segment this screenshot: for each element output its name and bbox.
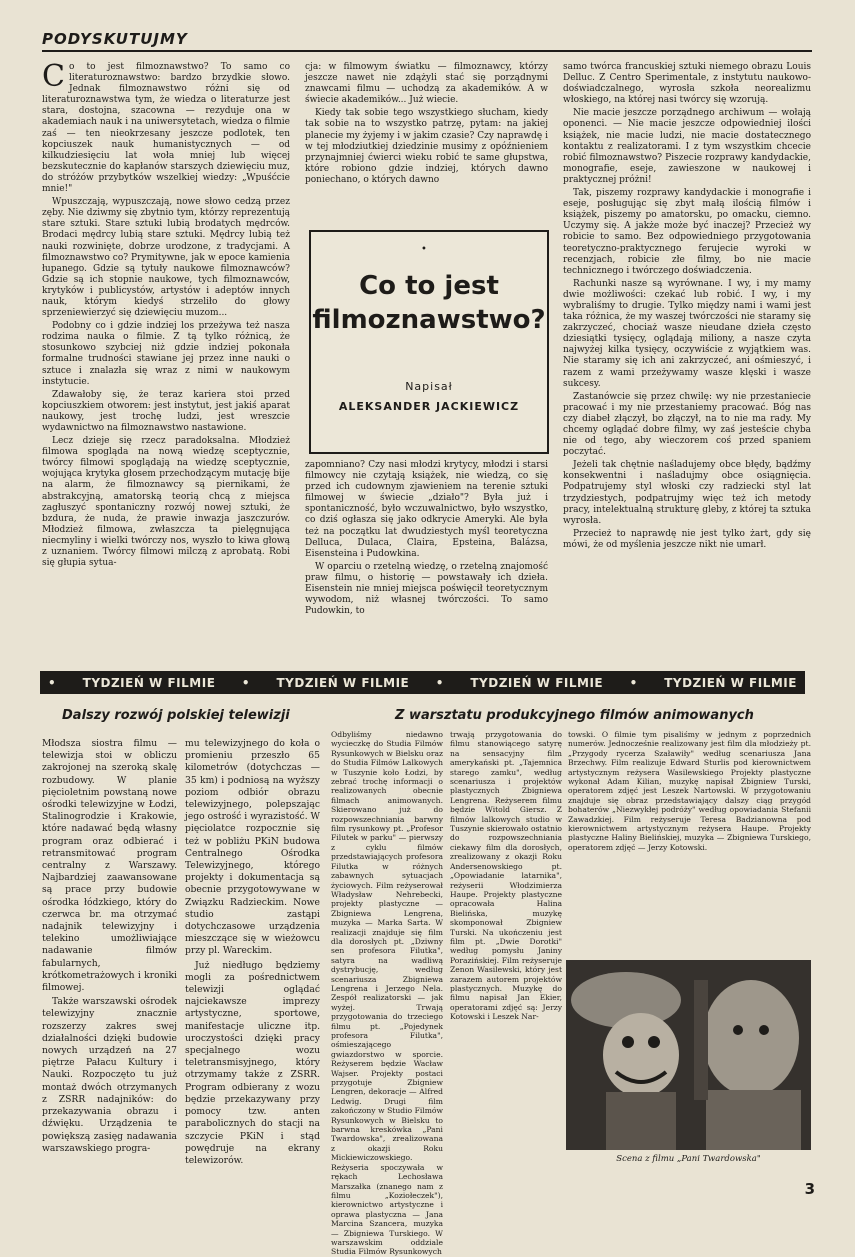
banner-label: TYDZIEŃ W FILMIE <box>276 675 410 690</box>
film-still-image <box>566 960 811 1150</box>
article-paragraph: Rachunki nasze są wyrównane. I wy, i my mamy dwie możliwości: czekać lub robić. I wy, i my wybraliśmy to drugie. Tylko między nami i wami jest taka różnica, że my waszej twórczości nie staramy się zakrzyczeć, chociaż wasze nieudane dzieła często dziesiątki tysięcy, oglądają miliony, a nasze czyta najwyżej kilka tysięcy, oczywiście z wyjątkiem was. Nie staramy się ich ani zakrzyczeć, ani ośmieszyć, i razem z wami przeżywamy wasze klęski i wasze sukcesy. <box>563 278 811 389</box>
section-header: PODYSKUTUJMY <box>42 30 188 48</box>
article-paragraph: Wpuszczają, wypuszczają, nowe słowo cedzą przez zęby. Nie dziwmy się zbytnio tym, którzy reprezentują stare sztuki. Stare sztuki lubią brodatych mędrców. Brodaci mędrcy lubią stare sztuki. Mędrcy lubią też nauki rozwinięte, dobrze urodzone, z tradycjami. A filmoznawstwo co? Prymitywne, jak w epoce kamienia łupanego. Gdzie są tytuły naukowe filmoznawców? Gdzie są ich stopnie naukowe, tych filmoznawców, krytyków i publicystów, artystów i adeptów innych nauk, którym kiedyś strzeliło do głowy sprzeniewierzyć się dziewięciu muzom... <box>42 197 290 319</box>
tv-paragraph: mu telewizyjnego do koła o promieniu przeszło 65 kilometrów (dotychczas — 35 km) i podniosą na wyższy poziom odbiór obrazu telewizyjnego, polepszając jego ostrość i wyrazistość. W pięciolatce rozpocznie się też w pobliżu PKiN budowa Centralnego Ośrodka Telewizyjnego, którego projekty i dokumentacja są obecnie przygotowywane w Związku Radzieckim. Nowe studio zastąpi dotychczasowe urządzenia mieszczące się w wieżowcu przy pl. Wareckim. <box>185 738 320 957</box>
article-paragraph: Nie macie jeszcze porządnego archiwum — wołają oponenci. — Nie macie jeszcze odpowiedniej ilości książek, nie macie ludzi, nie macie dostatecznego kontaktu z realizatorami. I z tym wszystkim chcecie robić filmoznawstwo? Piszecie rozprawy kandydackie, monografie, eseje, zawieszone w naukowej i praktycznej próżni! <box>563 108 811 185</box>
page-number: 3 <box>804 1180 815 1198</box>
byline-label: Napisał <box>405 380 453 393</box>
article-paragraph: Zastanówcie się przez chwilę: wy nie przestaniecie pracować i my nie przestaniemy pracować. Bóg nas czy diabeł złączył, bo złączył, na to nie ma rady. My chcemy oglądać dobre filmy, wy zaś jesteście chyba nie od tego, aby wieczorem coś przed spaniem poczytać. <box>563 391 811 458</box>
animation-column-1 <box>331 730 443 1257</box>
article-title-box <box>309 230 549 454</box>
article-paragraph: Jeżeli tak chętnie naśladujemy obce błędy, bądźmy konsekwentni i naśladujmy obce osiągnięcia. Podpatrujemy styl włoski czy radziecki styl lat trzydziestych, podpatrujmy więc też ich metody pracy, intelektualną strukturę gleby, z której ta sztuka wyrosła. <box>563 460 811 526</box>
article-column-2-top <box>305 62 548 222</box>
author-name: ALEKSANDER JACKIEWICZ <box>338 400 520 413</box>
banner-label: TYDZIEŃ W FILMIE <box>82 675 216 690</box>
tv-column-1 <box>42 738 177 1168</box>
header-rule <box>42 50 812 52</box>
animation-paragraph: Odbyliśmy niedawno wycieczkę do Studia Filmów Rysunkowych w Bielsku oraz do Studia Filmów Lalkowych w Tuszynie koło Łodzi, by zebrać trochę informacji o realizowanych obecnie filmach animowanych. Skierowano już do rozpowszechniania barwny film rysunkowy pt. „Profesor Filutek w parku" — pierwszy z cyklu filmów przedstawiających profesora Filutka w różnych zabawnych sytuacjach życiowych. Film reżyserował Władysław Nehrebecki, projekty plastyczne — Zbigniewa Lengrena, muzyka — Marka Sarta. W realizacji znajduje się film dla dorosłych pt. „Dziwny sen profesora Filutka", satyra na wadliwą dystrybucję, według scenariusza Zbigniewa Lengrena i Jerzego Nela. Zespół realizatorski — jak wyżej. Trwają przygotowania do trzeciego filmu pt. „Pojedynek profesora Filutka", ośmieszającego gwiazdorstwo w sporcie. Reżyserem będzie Wacław Wajser. Projekty postaci przygotuje Zbigniew Lengren, dekoracje — Alfred Ledwig. Drugi film zakończony w Studio Filmów Rysunkowych w Bielsku to barwna kreskówka „Pani Twardowska", zrealizowana z okazji Roku Mickiewiczowskiego. Reżyseria spoczywała w rękach Lechosława Marszałka (znanego nam z filmu „Koziołeczek"), kierownictwo artystyczne i oprawa plastyczna — Jana Marcina Szancera, muzyka — Zbigniewa Turskiego. W warszawskim oddziale Studia Filmów Rysunkowych <box>331 730 443 1257</box>
animation-column-3 <box>568 730 811 955</box>
article-paragraph: samo twórca francuskiej sztuki niemego obrazu Louis Delluc. Z Centro Sperimentale, z instytutu naukowo-doświadczalnego, wyrosła szkoła neorealizmu włoskiego, na której nasi twórcy się wzorują. <box>563 62 811 106</box>
article-title-line-2: filmoznawstwo? <box>312 305 546 335</box>
article-paragraph: zapomniano? Czy nasi młodzi krytycy, młodzi i starsi filmowcy nie czytają książek, nie wiedzą, co się przed ich cudownym zjawieniem na terenie sztuki filmowej w świecie „działo"? Była już i spontaniczność, było wczuwalnictwo, było wszystko, co dziś ogłasza się jako odkrycie Ameryki. Ale była też na początku lat dwudziestych myśl teoretyczna Delluca, Dulaca, Claira, Epsteina, Balázsa, Eisensteina i Pudowkina. <box>305 460 548 559</box>
tv-headline: Dalszy rozwój polskiej telewizji <box>62 708 290 723</box>
tv-paragraph: Młodsza siostra filmu — telewizja stoi w obliczu zakrojonej na szeroką skalę rozbudowy. W planie pięcioletnim powstaną nowe ośrodki telewizyjne w Łodzi, Stalinogrodzie i Krakowie, które nadawać będą własny program oraz odbierać i retransmitować program centralny z Warszawy. Najbardziej zaawansowane są prace przy budowie ośrodka łódzkiego, który do czerwca br. ma otrzymać nadajnik telewizyjny i telekino umożliwiające nadawanie filmów fabularnych, krótkometrażowych i kroniki filmowej. <box>42 738 177 994</box>
article-paragraph: Podobny co i gdzie indziej los przeżywa też nasza rodzima nauka o filmie. Z tą tylko różnicą, że stosunkowo szybciej niż gdzie indziej pokonała formalne trudności stawiane jej przez inne nauki o sztuce i znalazła się wraz z nimi w naukowym instytucie. <box>42 321 290 387</box>
article-paragraph: Przecież to naprawdę nie jest tylko żart, gdy się mówi, że od myślenia jeszcze nikt nie umarł. <box>563 528 811 550</box>
article-paragraph: Tak, piszemy rozprawy kandydackie i monografie i eseje, posługując się zbyt małą ilością filmów i książek, piszemy po amatorsku, po omacku, ciemno. Uczymy się. A jakże może być inaczej? Przecież wy robicie to samo. Bez odpowiedniego przygotowania teoretyczno-praktycznego ferujecie wyroki w recenzjach, robicie złe filmy, bo nie macie technicznego i twórczego doświadczenia. <box>563 188 811 276</box>
tv-paragraph: Także warszawski ośrodek telewizyjny znacznie rozszerzy zakres swej działalności dzięki budowie nowych urządzeń na 27 piętrze Pałacu Kultury i Nauki. Rozpoczęto tu już montaż dwóch otrzymanych z ZSRR nadajników: do przekazywania obrazu i dźwięku. Urządzenia te powiększą zasięg nadawania warszawskiego progra- <box>42 996 177 1154</box>
banner-bullet: • <box>435 675 444 690</box>
banner-bullet: • <box>48 675 57 690</box>
film-still-illustration <box>566 960 811 1150</box>
banner-bullet: • <box>241 675 251 690</box>
article-paragraph: Lecz dzieje się rzecz paradoksalna. Młodzież filmowa spogląda na nową wiedzę sceptycznie, twórcy filmowi spoglądają na wiedzę sceptycznie, wojująca krytyka głosem przechodzącym mutację bije na alarm, że filmoznawcy są piernikami, że abstrakcyjną, amatorską teorią chcą z miejsca zagłuszyć spontaniczny rozwój nowej sztuki, że bzdura, że nuda, że prawie inwazja jaszczurów. Młodzież filmowa, zwłaszcza ta pielęgnująca niecmyliny i wielki twórczy nos, wyszło to kiwa głową z uznaniem. Twórcy filmowi milczą z aprobatą. Robi się głupia sytua- <box>42 436 290 569</box>
tv-column-2 <box>185 738 320 1168</box>
banner-label: TYDZIEŃ W FILMIE <box>664 675 797 690</box>
animation-paragraph: trwają przygotowania do filmu stanowiącego satyrę na sensacyjny film amerykański pt. „Tajemnica starego zamku", według scenariusza i projektów plastycznych Zbigniewa Lengrena. Reżyserem filmu będzie Witold Giersz. Z filmów lalkowych studio w Tuszynie skierowało ostatnio do rozpowszechniania ciekawy film dla dorosłych, zrealizowany z okazji Roku Andersenowskiego pt. „Opowiadanie latarnika", reżyserii Włodzimierza Haupe. Projekty plastyczne opracowała Halina Bielińska, muzykę skomponował Zbigniew Turski. Na ukończeniu jest film pt. „Dwie Dorotki" według pomysłu Janiny Porazińskiej. Film reżyseruje Zenon Wasilewski, który jest zarazem autorem projektów plastycznych. Muzykę do filmu napisał Jan Ekier, operatorami zdjęć są: Jerzy Kotowski i Leszek Nar- <box>450 730 562 1022</box>
animation-headline: Z warsztatu produkcyjnego filmów animowanych <box>395 708 754 723</box>
drop-cap: C <box>42 59 65 94</box>
article-column-3 <box>563 62 811 667</box>
animation-column-2 <box>450 730 562 1022</box>
article-paragraph: o to jest filmoznawstwo? To samo co literaturoznawstwo: bardzo brzydkie słowo. Jednak filmoznawstwo różni się od literaturoznawstwa tym, że wiedza o literaturze jest stara, dostojna, szacowna — rezyduje ona w akademiach nauk i na uniwersytetach, wiedza o filmie zaś — ten nieokrzesany jeszcze podlotek, ten kopciuszek nauk humanistycznych — od kilkudziesięciu lat woła mniej lub więcej bezskutecznie do kapłanów starszych dziewięciu muz, do stróżów przybytków wszelkiej wiedzy: „Wpuśćcie mnie!" <box>42 62 290 195</box>
tv-paragraph: Już niedługo będziemy mogli za pośrednictwem telewizji oglądać najciekawsze imprezy artystyczne, sportowe, manifestacje uliczne itp. uroczystości dzięki pracy specjalnego wozu teletransmisyjnego, który otrzymamy także z ZSRR. Program odbierany z wozu będzie przekazywany przy pomocy tzw. anten parabolicznych do stacji na szczycie PKiN i stąd powędruje na ekrany telewizorów. <box>185 959 320 1166</box>
bullet-dot: • <box>421 244 427 255</box>
animation-paragraph: towski. O filmie tym pisaliśmy w jednym z poprzednich numerów. Jednocześnie realizowany jest film dla młodzieży pt. „Przygody rycerza Szaławiły" według scenariusza Jana Brzechwy. Film realizuje Edward Sturlis pod kierownictwem artystycznym reżysera Wasilewskiego Projekty plastyczne wykonał Adam Kilian, muzykę napisał Zbigniew Turski, operatorem zdjęć jest Leszek Nartowski. W przygotowaniu znajduje się obraz przedstawiający dalszy ciąg przygód bohaterów „Niezwykłej podróży" według opowiadania Stefanii Zawadzkiej. Film reżyseruje Teresa Badzianowna pod kierownictwem artystycznym reżysera Haupe. Projekty plastyczne Haliny Bielińskiej, muzyka — Zbigniewa Turskiego, operatorem zdjęć — Jerzy Kotowski. <box>568 730 811 852</box>
banner-label: TYDZIEŃ W FILMIE <box>470 675 604 690</box>
banner-bullet: • <box>629 675 638 690</box>
section-banner <box>40 671 805 694</box>
article-column-2-bottom <box>305 460 548 667</box>
article-paragraph: cja: w filmowym światku — filmoznawcy, którzy jeszcze nawet nie zdążyli stać się porządnymi znawcami filmu — uchodzą za akademików. A w świecie akademików... Już wiecie. <box>305 62 548 106</box>
article-column-1 <box>42 59 290 667</box>
photo-caption: Scena z filmu „Pani Twardowska" <box>616 1154 761 1164</box>
article-title-line-1: Co to jest <box>359 271 499 301</box>
article-paragraph: Kiedy tak sobie tego wszystkiego słucham, kiedy tak sobie na to wszystko patrzę, pytam: na jakiej planecie my żyjemy i w jakim czasie? Czy naprawdę i w tej młodziutkiej dziedzinie musimy z opóźnieniem przynajmniej ćwierci wieku robić te same głupstwa, które robiono gdzie indziej, których dawno poniechano, o których dawno <box>305 108 548 185</box>
article-paragraph: Zdawałoby się, że teraz kariera stoi przed kopciuszkiem otworem: jest instytut, jest jakiś aparat naukowy, jest trochę ludzi, jest wreszcie wydawnictwo na filmoznawstwo nastawione. <box>42 389 290 433</box>
article-paragraph: W oparciu o rzetelną wiedzę, o rzetelną znajomość praw filmu, o historię — powstawały ich dzieła. Eisenstein nie mniej miejsca poświęcił teoretycznym wywodom, niż własnej twórczości. To samo Pudowkin, to <box>305 561 548 617</box>
